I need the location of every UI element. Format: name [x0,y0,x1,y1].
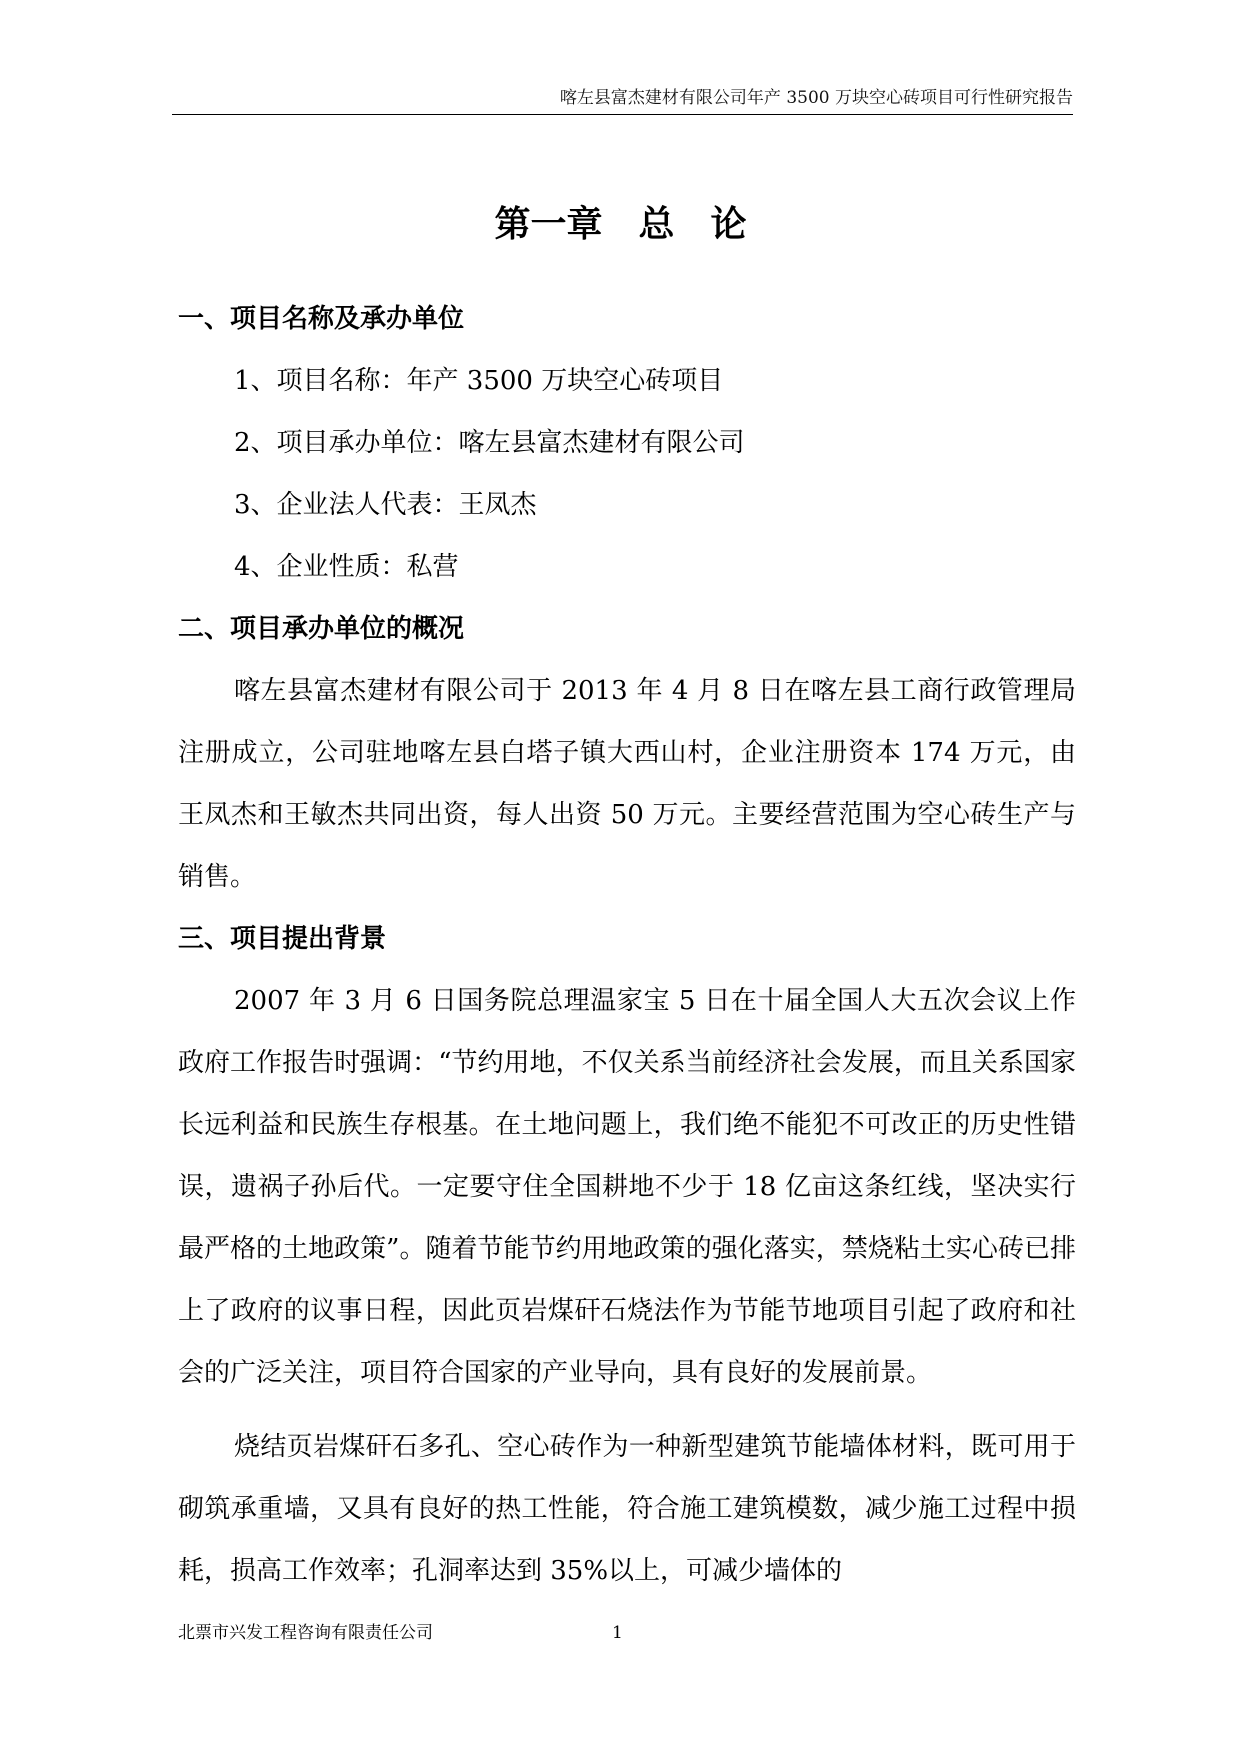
section-heading-3: 三、项目提出背景 [178,924,387,954]
page-number: 1 [612,1623,623,1643]
list-item-project-name: 1、项目名称：年产 3500 万块空心砖项目 [234,366,724,396]
section-heading-1: 一、项目名称及承办单位 [178,304,465,334]
list-item-enterprise-type: 4、企业性质：私营 [234,552,459,582]
list-item-legal-rep: 3、企业法人代表：王凤杰 [234,490,537,520]
chapter-title: 第一章 总 论 [494,204,747,245]
document-body [178,288,1076,1602]
footer-company: 北票市兴发工程咨询有限责任公司 [178,1623,433,1643]
header-title: 喀左县富杰建材有限公司年产 3500 万块空心砖项目可行性研究报告 [559,88,1073,108]
section-heading-2: 二、项目承办单位的概况 [178,614,465,644]
paragraph-background-1: 2007 年 3 月 6 日国务院总理温家宝 5 日在十届全国人大五次会议上作政府工作报告时强调：“节约用地，不仅关系当前经济社会发展，而且关系国家长远利益和民族生存根基。在土地问题上，我们绝不能犯不可改正的历史性错误，遗祸子孙后代。一定要守住全国耕地不少于 18 亿亩这条红线，坚决实行最严格的土地政策”。随着节能节约用地政策的强化落实，禁烧粘土实心砖已排上了政府的议事日程，因此页岩煤矸石烧法作为节能节地项目引起了政府和社会的广泛关注，项目符合国家的产业导向，具有良好的发展前景。 [178,986,1076,1388]
paragraph-company-overview: 喀左县富杰建材有限公司于 2013 年 4 月 8 日在喀左县工商行政管理局注册成立，公司驻地喀左县白塔子镇大西山村，企业注册资本 174 万元，由王凤杰和王敏杰共同出资，每人出资 50 万元。主要经营范围为空心砖生产与销售。 [178,676,1076,892]
running-header [172,86,1073,115]
paragraph-background-2: 烧结页岩煤矸石多孔、空心砖作为一种新型建筑节能墙体材料，既可用于砌筑承重墙，又具有良好的热工性能，符合施工建筑模数，减少施工过程中损耗，损高工作效率；孔洞率达到 35%以上，可减少墙体的 [178,1432,1076,1586]
list-item-organizer: 2、项目承办单位：喀左县富杰建材有限公司 [234,428,745,458]
